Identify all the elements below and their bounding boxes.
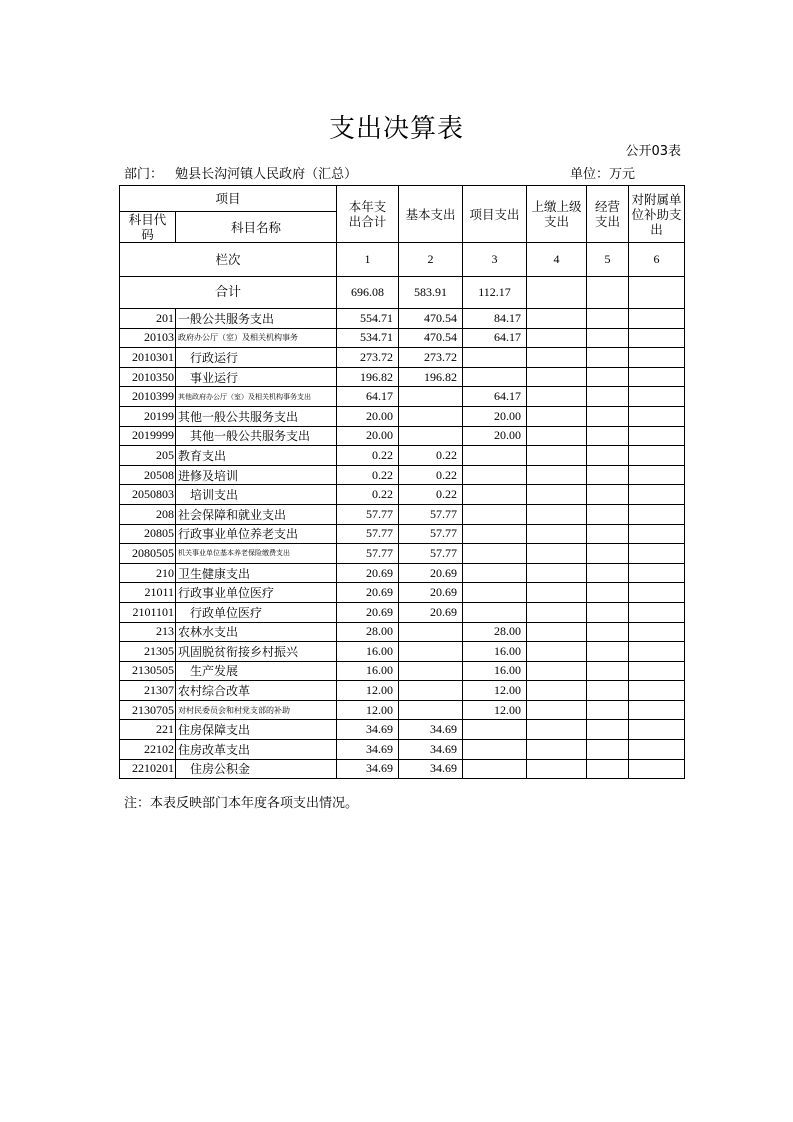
row-code: 21305 bbox=[120, 642, 176, 662]
table-row bbox=[120, 309, 685, 329]
row-name: 教育支出 bbox=[176, 446, 337, 466]
row-operating bbox=[587, 602, 629, 622]
row-total: 20.69 bbox=[337, 602, 399, 622]
table-row bbox=[120, 485, 685, 505]
row-code: 205 bbox=[120, 446, 176, 466]
row-total: 534.71 bbox=[337, 328, 399, 348]
row-operating bbox=[587, 446, 629, 466]
row-subsidy bbox=[629, 504, 685, 524]
table-row bbox=[120, 661, 685, 681]
row-name: 住房改革支出 bbox=[176, 740, 337, 760]
row-project bbox=[463, 563, 527, 583]
row-subsidy bbox=[629, 563, 685, 583]
row-basic: 0.22 bbox=[399, 446, 463, 466]
table-row bbox=[120, 642, 685, 662]
table-row bbox=[120, 700, 685, 720]
row-subsidy bbox=[629, 740, 685, 760]
row-project: 12.00 bbox=[463, 681, 527, 701]
row-project bbox=[463, 544, 527, 564]
total-operating bbox=[587, 277, 629, 309]
row-basic: 34.69 bbox=[399, 759, 463, 779]
row-name: 住房保障支出 bbox=[176, 720, 337, 740]
row-turnover bbox=[527, 661, 587, 681]
row-project: 64.17 bbox=[463, 328, 527, 348]
row-basic: 57.77 bbox=[399, 504, 463, 524]
column-index-label: 栏次 bbox=[120, 243, 337, 277]
row-code: 2050803 bbox=[120, 485, 176, 505]
row-code: 2130705 bbox=[120, 700, 176, 720]
row-operating bbox=[587, 681, 629, 701]
row-subsidy bbox=[629, 602, 685, 622]
row-total: 12.00 bbox=[337, 700, 399, 720]
row-operating bbox=[587, 367, 629, 387]
total-basic: 583.91 bbox=[399, 277, 463, 309]
table-row bbox=[120, 328, 685, 348]
total-project: 112.17 bbox=[463, 277, 527, 309]
row-name: 行政单位医疗 bbox=[176, 602, 337, 622]
column-index: 5 bbox=[587, 243, 629, 277]
row-name: 行政运行 bbox=[176, 348, 337, 368]
row-project: 28.00 bbox=[463, 622, 527, 642]
row-name: 进修及培训 bbox=[176, 465, 337, 485]
row-project bbox=[463, 583, 527, 603]
row-project bbox=[463, 720, 527, 740]
row-operating bbox=[587, 309, 629, 329]
row-turnover bbox=[527, 485, 587, 505]
row-subsidy bbox=[629, 642, 685, 662]
row-code: 201 bbox=[120, 309, 176, 329]
row-turnover bbox=[527, 387, 587, 407]
row-subsidy bbox=[629, 387, 685, 407]
row-turnover bbox=[527, 446, 587, 466]
row-name: 行政事业单位养老支出 bbox=[176, 524, 337, 544]
row-code: 2010301 bbox=[120, 348, 176, 368]
row-code: 2080505 bbox=[120, 544, 176, 564]
row-code: 2010399 bbox=[120, 387, 176, 407]
row-project: 20.00 bbox=[463, 406, 527, 426]
row-code: 221 bbox=[120, 720, 176, 740]
row-basic: 20.69 bbox=[399, 583, 463, 603]
row-code: 2210201 bbox=[120, 759, 176, 779]
row-name: 政府办公厅（室）及相关机构事务 bbox=[176, 328, 337, 348]
row-operating bbox=[587, 759, 629, 779]
table-row bbox=[120, 681, 685, 701]
row-subsidy bbox=[629, 759, 685, 779]
row-operating bbox=[587, 720, 629, 740]
row-code: 21307 bbox=[120, 681, 176, 701]
row-turnover bbox=[527, 426, 587, 446]
row-project: 16.00 bbox=[463, 642, 527, 662]
column-index: 4 bbox=[527, 243, 587, 277]
row-basic: 470.54 bbox=[399, 309, 463, 329]
row-code: 2010350 bbox=[120, 367, 176, 387]
row-turnover bbox=[527, 622, 587, 642]
row-subsidy bbox=[629, 583, 685, 603]
row-operating bbox=[587, 583, 629, 603]
row-turnover bbox=[527, 406, 587, 426]
table-row bbox=[120, 504, 685, 524]
row-total: 57.77 bbox=[337, 544, 399, 564]
row-operating bbox=[587, 661, 629, 681]
row-subsidy bbox=[629, 661, 685, 681]
header-subsidy: 对附属单位补助支出 bbox=[629, 186, 685, 243]
row-subsidy bbox=[629, 465, 685, 485]
row-turnover bbox=[527, 309, 587, 329]
row-project bbox=[463, 367, 527, 387]
row-name: 社会保障和就业支出 bbox=[176, 504, 337, 524]
table-row bbox=[120, 426, 685, 446]
row-project bbox=[463, 465, 527, 485]
row-code: 21011 bbox=[120, 583, 176, 603]
row-turnover bbox=[527, 602, 587, 622]
row-turnover bbox=[527, 720, 587, 740]
table-row bbox=[120, 348, 685, 368]
row-code: 22102 bbox=[120, 740, 176, 760]
table-row bbox=[120, 406, 685, 426]
row-operating bbox=[587, 426, 629, 446]
table-row bbox=[120, 759, 685, 779]
row-turnover bbox=[527, 642, 587, 662]
row-operating bbox=[587, 387, 629, 407]
table-row bbox=[120, 602, 685, 622]
row-subsidy bbox=[629, 309, 685, 329]
total-label: 合计 bbox=[120, 277, 337, 309]
row-code: 2019999 bbox=[120, 426, 176, 446]
table-row bbox=[120, 622, 685, 642]
department-line bbox=[124, 163, 357, 182]
row-code: 20805 bbox=[120, 524, 176, 544]
header-subject-name: 科目名称 bbox=[176, 212, 337, 243]
row-subsidy bbox=[629, 446, 685, 466]
row-subsidy bbox=[629, 720, 685, 740]
row-total: 0.22 bbox=[337, 465, 399, 485]
row-project bbox=[463, 446, 527, 466]
row-total: 57.77 bbox=[337, 524, 399, 544]
row-basic bbox=[399, 642, 463, 662]
row-total: 20.69 bbox=[337, 583, 399, 603]
table-row bbox=[120, 387, 685, 407]
row-turnover bbox=[527, 759, 587, 779]
table-row bbox=[120, 465, 685, 485]
row-basic: 273.72 bbox=[399, 348, 463, 368]
row-total: 196.82 bbox=[337, 367, 399, 387]
row-name: 其他一般公共服务支出 bbox=[176, 406, 337, 426]
row-subsidy bbox=[629, 406, 685, 426]
table-row bbox=[120, 740, 685, 760]
row-total: 273.72 bbox=[337, 348, 399, 368]
row-operating bbox=[587, 524, 629, 544]
row-basic: 57.77 bbox=[399, 524, 463, 544]
row-code: 210 bbox=[120, 563, 176, 583]
table-row bbox=[120, 720, 685, 740]
row-code: 20199 bbox=[120, 406, 176, 426]
row-total: 64.17 bbox=[337, 387, 399, 407]
department-label: 部门： bbox=[124, 167, 164, 182]
row-project bbox=[463, 524, 527, 544]
row-subsidy bbox=[629, 367, 685, 387]
row-operating bbox=[587, 485, 629, 505]
header-project: 项目支出 bbox=[463, 186, 527, 243]
row-total: 34.69 bbox=[337, 740, 399, 760]
row-total: 34.69 bbox=[337, 759, 399, 779]
row-name: 其他一般公共服务支出 bbox=[176, 426, 337, 446]
row-name: 农村综合改革 bbox=[176, 681, 337, 701]
row-total: 28.00 bbox=[337, 622, 399, 642]
row-basic: 0.22 bbox=[399, 485, 463, 505]
header-basic: 基本支出 bbox=[399, 186, 463, 243]
row-name: 一般公共服务支出 bbox=[176, 309, 337, 329]
row-total: 554.71 bbox=[337, 309, 399, 329]
row-code: 213 bbox=[120, 622, 176, 642]
unit-label: 单位：万元 bbox=[570, 167, 636, 182]
row-subsidy bbox=[629, 348, 685, 368]
row-basic bbox=[399, 622, 463, 642]
row-name: 行政事业单位医疗 bbox=[176, 583, 337, 603]
row-turnover bbox=[527, 563, 587, 583]
row-basic bbox=[399, 406, 463, 426]
row-code: 20103 bbox=[120, 328, 176, 348]
row-basic bbox=[399, 700, 463, 720]
row-total: 0.22 bbox=[337, 446, 399, 466]
header-operating: 经营支出 bbox=[587, 186, 629, 243]
row-total: 0.22 bbox=[337, 485, 399, 505]
row-turnover bbox=[527, 700, 587, 720]
row-project: 64.17 bbox=[463, 387, 527, 407]
row-total: 20.00 bbox=[337, 406, 399, 426]
row-subsidy bbox=[629, 426, 685, 446]
row-operating bbox=[587, 465, 629, 485]
row-turnover bbox=[527, 348, 587, 368]
row-name: 卫生健康支出 bbox=[176, 563, 337, 583]
row-code: 20508 bbox=[120, 465, 176, 485]
row-turnover bbox=[527, 367, 587, 387]
table-row bbox=[120, 563, 685, 583]
row-basic: 20.69 bbox=[399, 602, 463, 622]
row-total: 34.69 bbox=[337, 720, 399, 740]
row-project bbox=[463, 740, 527, 760]
row-subsidy bbox=[629, 544, 685, 564]
row-project bbox=[463, 504, 527, 524]
header-turnover: 上缴上级支出 bbox=[527, 186, 587, 243]
row-turnover bbox=[527, 583, 587, 603]
column-index: 1 bbox=[337, 243, 399, 277]
column-index: 3 bbox=[463, 243, 527, 277]
row-basic bbox=[399, 661, 463, 681]
row-basic: 196.82 bbox=[399, 367, 463, 387]
row-subsidy bbox=[629, 681, 685, 701]
row-total: 57.77 bbox=[337, 504, 399, 524]
column-index: 6 bbox=[629, 243, 685, 277]
row-name: 生产发展 bbox=[176, 661, 337, 681]
row-subsidy bbox=[629, 485, 685, 505]
row-project: 16.00 bbox=[463, 661, 527, 681]
row-basic: 34.69 bbox=[399, 740, 463, 760]
row-project bbox=[463, 759, 527, 779]
header-item: 项目 bbox=[120, 186, 337, 212]
row-operating bbox=[587, 700, 629, 720]
row-operating bbox=[587, 348, 629, 368]
row-project bbox=[463, 348, 527, 368]
row-turnover bbox=[527, 740, 587, 760]
table-row bbox=[120, 446, 685, 466]
header-subject-code: 科目代码 bbox=[120, 212, 176, 243]
row-subsidy bbox=[629, 328, 685, 348]
row-turnover bbox=[527, 681, 587, 701]
row-operating bbox=[587, 642, 629, 662]
row-operating bbox=[587, 740, 629, 760]
row-total: 12.00 bbox=[337, 681, 399, 701]
total-subsidy bbox=[629, 277, 685, 309]
table-row bbox=[120, 544, 685, 564]
row-code: 2101101 bbox=[120, 602, 176, 622]
row-basic bbox=[399, 387, 463, 407]
column-index: 2 bbox=[399, 243, 463, 277]
row-operating bbox=[587, 622, 629, 642]
row-basic bbox=[399, 426, 463, 446]
row-basic: 34.69 bbox=[399, 720, 463, 740]
table-row bbox=[120, 524, 685, 544]
row-subsidy bbox=[629, 524, 685, 544]
row-basic: 0.22 bbox=[399, 465, 463, 485]
row-operating bbox=[587, 544, 629, 564]
table-row bbox=[120, 367, 685, 387]
row-basic bbox=[399, 681, 463, 701]
page-title: 支出决算表 bbox=[328, 114, 464, 144]
footnote: 注：本表反映部门本年度各项支出情况。 bbox=[124, 796, 359, 811]
row-basic: 470.54 bbox=[399, 328, 463, 348]
expenditure-table bbox=[119, 185, 685, 779]
row-total: 20.69 bbox=[337, 563, 399, 583]
total-value: 696.08 bbox=[337, 277, 399, 309]
row-basic: 20.69 bbox=[399, 563, 463, 583]
row-total: 20.00 bbox=[337, 426, 399, 446]
row-code: 208 bbox=[120, 504, 176, 524]
row-turnover bbox=[527, 328, 587, 348]
row-code: 2130505 bbox=[120, 661, 176, 681]
row-total: 16.00 bbox=[337, 642, 399, 662]
row-turnover bbox=[527, 544, 587, 564]
row-name: 巩固脱贫衔接乡村振兴 bbox=[176, 642, 337, 662]
row-name: 对村民委员会和村党支部的补助 bbox=[176, 700, 337, 720]
row-operating bbox=[587, 504, 629, 524]
row-subsidy bbox=[629, 700, 685, 720]
row-operating bbox=[587, 406, 629, 426]
row-total: 16.00 bbox=[337, 661, 399, 681]
header-total: 本年支出合计 bbox=[337, 186, 399, 243]
department-name: 勉县长沟河镇人民政府（汇总） bbox=[175, 167, 358, 182]
row-operating bbox=[587, 328, 629, 348]
row-subsidy bbox=[629, 622, 685, 642]
row-project: 12.00 bbox=[463, 700, 527, 720]
row-project: 20.00 bbox=[463, 426, 527, 446]
row-turnover bbox=[527, 465, 587, 485]
row-name: 事业运行 bbox=[176, 367, 337, 387]
form-code: 公开03表 bbox=[625, 144, 681, 159]
table-row bbox=[120, 583, 685, 603]
row-project: 84.17 bbox=[463, 309, 527, 329]
total-turnover bbox=[527, 277, 587, 309]
row-name: 机关事业单位基本养老保险缴费支出 bbox=[176, 544, 337, 564]
row-turnover bbox=[527, 524, 587, 544]
row-project bbox=[463, 602, 527, 622]
row-turnover bbox=[527, 504, 587, 524]
row-basic: 57.77 bbox=[399, 544, 463, 564]
row-name: 培训支出 bbox=[176, 485, 337, 505]
row-name: 其他政府办公厅（室）及相关机构事务支出 bbox=[176, 387, 337, 407]
row-project bbox=[463, 485, 527, 505]
row-name: 农林水支出 bbox=[176, 622, 337, 642]
row-operating bbox=[587, 563, 629, 583]
row-name: 住房公积金 bbox=[176, 759, 337, 779]
